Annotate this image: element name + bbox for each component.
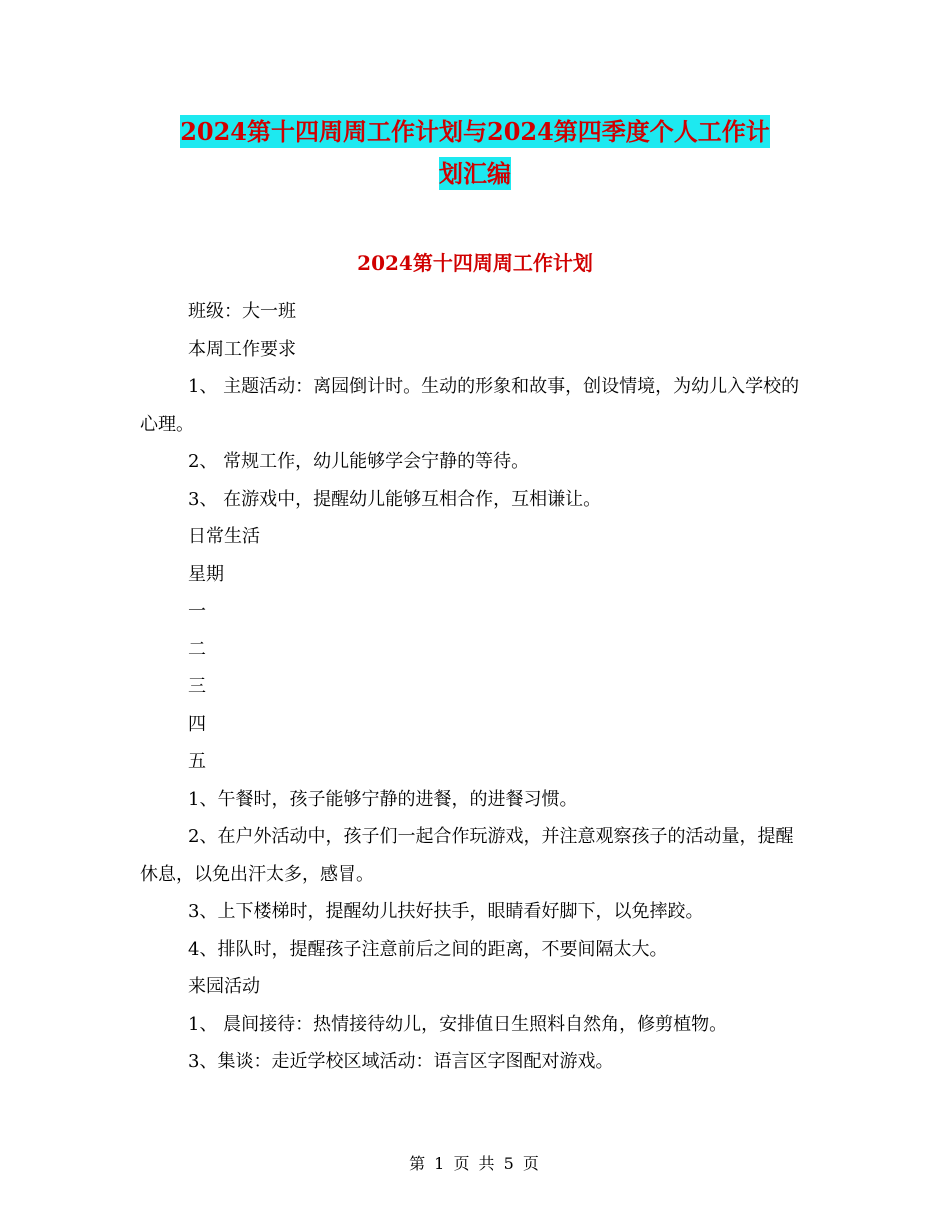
paragraph: 来园活动: [188, 976, 260, 997]
paragraph: 2、 常规工作，幼儿能够学会宁静的等待。: [188, 451, 530, 472]
paragraph: 星期: [188, 563, 224, 585]
paragraph: 2、在户外活动中，孩子们一起合作玩游戏，并注意观察孩子的活动量，提醒休息，以免出汗太多，感冒。: [140, 826, 794, 885]
document-body: [140, 293, 805, 1081]
paragraph: 二: [188, 638, 206, 660]
paragraph: 四: [188, 713, 206, 735]
paragraph: 日常生活: [188, 526, 260, 547]
paragraph: 三: [188, 676, 206, 697]
paragraph: 1、午餐时，孩子能够宁静的进餐，的进餐习惯。: [188, 788, 578, 810]
paragraph: 4、排队时，提醒孩子注意前后之间的距离，不要间隔太大。: [188, 938, 668, 960]
paragraph: 五: [188, 751, 206, 772]
paragraph: 1、 晨间接待：热情接待幼儿，安排值日生照料自然角，修剪植物。: [188, 1013, 728, 1035]
section-title: 2024第十四周周工作计划: [357, 251, 593, 275]
paragraph: 本周工作要求: [188, 338, 296, 360]
document-title-text-1: 2024第十四周周工作计划与2024第四季度个人工作计: [180, 117, 770, 146]
paragraph: 1、 主题活动：离园倒计时。生动的形象和故事，创设情境，为幼儿入学校的心理。: [140, 376, 800, 435]
paragraph: 3、集谈：走近学校区域活动：语言区字图配对游戏。: [188, 1051, 614, 1072]
document-title-text-2: 划汇编: [439, 159, 511, 188]
paragraph: 3、上下楼梯时，提醒幼儿扶好扶手，眼睛看好脚下，以免摔跤。: [188, 901, 704, 922]
paragraph: 3、 在游戏中，提醒幼儿能够互相合作，互相谦让。: [188, 488, 602, 510]
document-title-line-1: [0, 114, 950, 150]
document-title-line-2: [0, 156, 950, 192]
paragraph: 一: [188, 601, 206, 622]
page-footer: 第 1 页 共 5 页: [409, 1154, 541, 1173]
paragraph: 班级：大一班: [188, 301, 296, 322]
